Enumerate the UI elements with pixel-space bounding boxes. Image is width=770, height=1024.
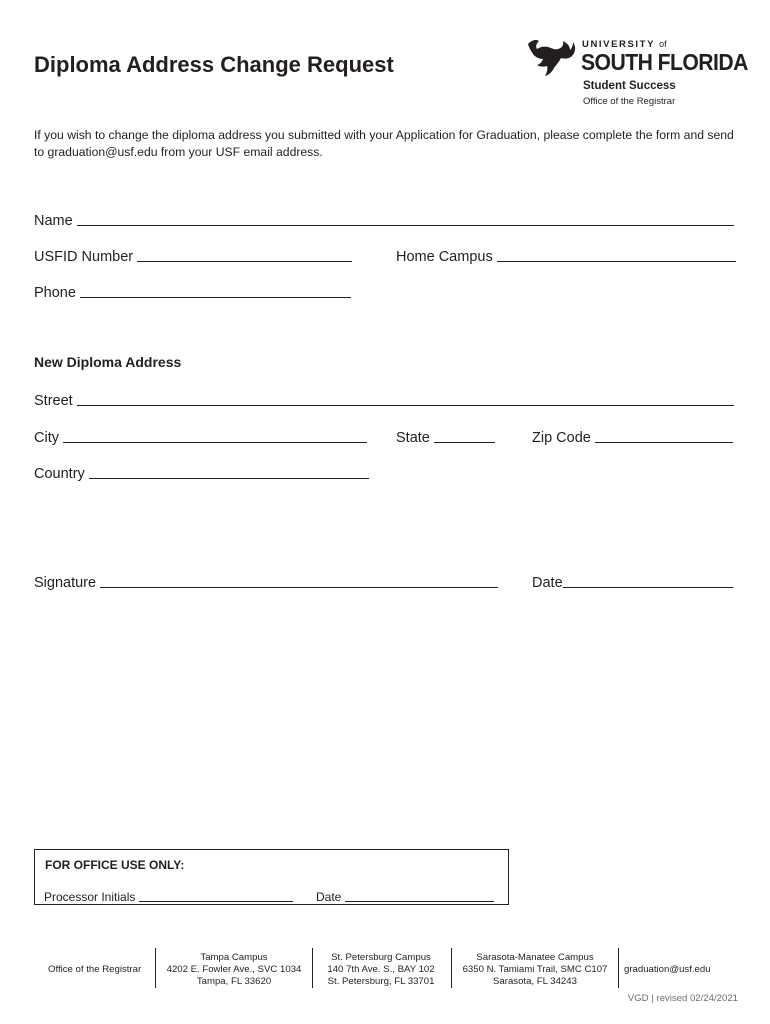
street-label: Street — [34, 393, 73, 409]
signature-line[interactable] — [100, 587, 498, 588]
usfid-label: USFID Number — [34, 249, 134, 265]
usf-bull-logo-icon — [526, 38, 576, 78]
footer-divider — [618, 948, 619, 988]
zip-line[interactable] — [595, 442, 733, 443]
sarasota-name: Sarasota-Manatee Campus — [476, 952, 594, 963]
footer-email[interactable]: graduation@usf.edu — [624, 964, 711, 975]
footer-divider — [155, 948, 156, 988]
processor-initials-field[interactable] — [44, 888, 293, 904]
home-campus-field[interactable] — [396, 245, 736, 265]
processor-initials-line[interactable] — [139, 901, 293, 902]
sarasota-street: 6350 N. Tamiami Trail, SMC C107 — [462, 964, 608, 975]
phone-line[interactable] — [80, 297, 351, 298]
usfid-field[interactable] — [34, 245, 352, 265]
name-line[interactable] — [77, 225, 734, 226]
sarasota-city: Sarasota, FL 34243 — [493, 976, 577, 987]
home-campus-label: Home Campus — [396, 249, 493, 265]
logo-south-florida-text: SOUTH FLORIDA — [581, 49, 748, 75]
office-date-label: Date — [316, 890, 342, 904]
intro-paragraph: If you wish to change the diploma address you submitted with your Application for Graduation, please complete the form and send to graduation@usf.edu from your USF email address. — [34, 128, 734, 159]
state-line[interactable] — [434, 442, 495, 443]
street-line[interactable] — [77, 405, 734, 406]
tampa-street: 4202 E. Fowler Ave., SVC 1034 — [166, 964, 302, 975]
office-date-line[interactable] — [345, 901, 494, 902]
country-field[interactable] — [34, 462, 369, 482]
zip-field[interactable] — [532, 426, 733, 446]
logo-student-success-text: Student Success — [583, 80, 676, 92]
logo-university-text: UNIVERSITY of — [582, 39, 667, 50]
city-line[interactable] — [63, 442, 367, 443]
stpete-name: St. Petersburg Campus — [331, 952, 431, 963]
footer-tampa — [158, 952, 310, 988]
page-title: Diploma Address Change Request — [34, 52, 394, 77]
date-label: Date — [532, 575, 563, 591]
stpete-street: 140 7th Ave. S., BAY 102 — [327, 964, 435, 975]
phone-field[interactable] — [34, 281, 351, 301]
street-field[interactable] — [34, 389, 734, 409]
footer-st-petersburg — [314, 952, 448, 988]
city-label: City — [34, 430, 59, 446]
footer-divider — [451, 948, 452, 988]
state-label: State — [396, 430, 430, 446]
office-date-field[interactable] — [316, 888, 494, 904]
phone-label: Phone — [34, 285, 76, 301]
office-use-title: FOR OFFICE USE ONLY: — [45, 858, 185, 872]
signature-label: Signature — [34, 575, 97, 591]
processor-initials-label: Processor Initials — [44, 890, 136, 904]
name-field[interactable] — [34, 209, 734, 229]
tampa-name: Tampa Campus — [200, 952, 268, 963]
usf-logo — [526, 38, 748, 110]
office-use-box — [34, 849, 509, 905]
logo-registrar-text: Office of the Registrar — [583, 96, 676, 107]
tampa-city: Tampa, FL 33620 — [196, 976, 272, 987]
footer-divider — [312, 948, 313, 988]
revision-note: VGD | revised 02/24/2021 — [627, 993, 738, 1004]
usfid-line[interactable] — [137, 261, 352, 262]
zip-label: Zip Code — [532, 430, 591, 446]
new-address-heading: New Diploma Address — [34, 354, 182, 370]
city-field[interactable] — [34, 426, 367, 446]
stpete-city: St. Petersburg, FL 33701 — [327, 976, 435, 987]
footer-office: Office of the Registrar — [48, 964, 142, 975]
name-label: Name — [34, 213, 73, 229]
state-field[interactable] — [396, 426, 495, 446]
home-campus-line[interactable] — [497, 261, 736, 262]
signature-field[interactable] — [34, 571, 498, 591]
country-label: Country — [34, 466, 85, 482]
footer-sarasota — [454, 952, 616, 988]
country-line[interactable] — [89, 478, 369, 479]
date-field[interactable] — [532, 571, 733, 591]
date-line[interactable] — [563, 587, 733, 588]
